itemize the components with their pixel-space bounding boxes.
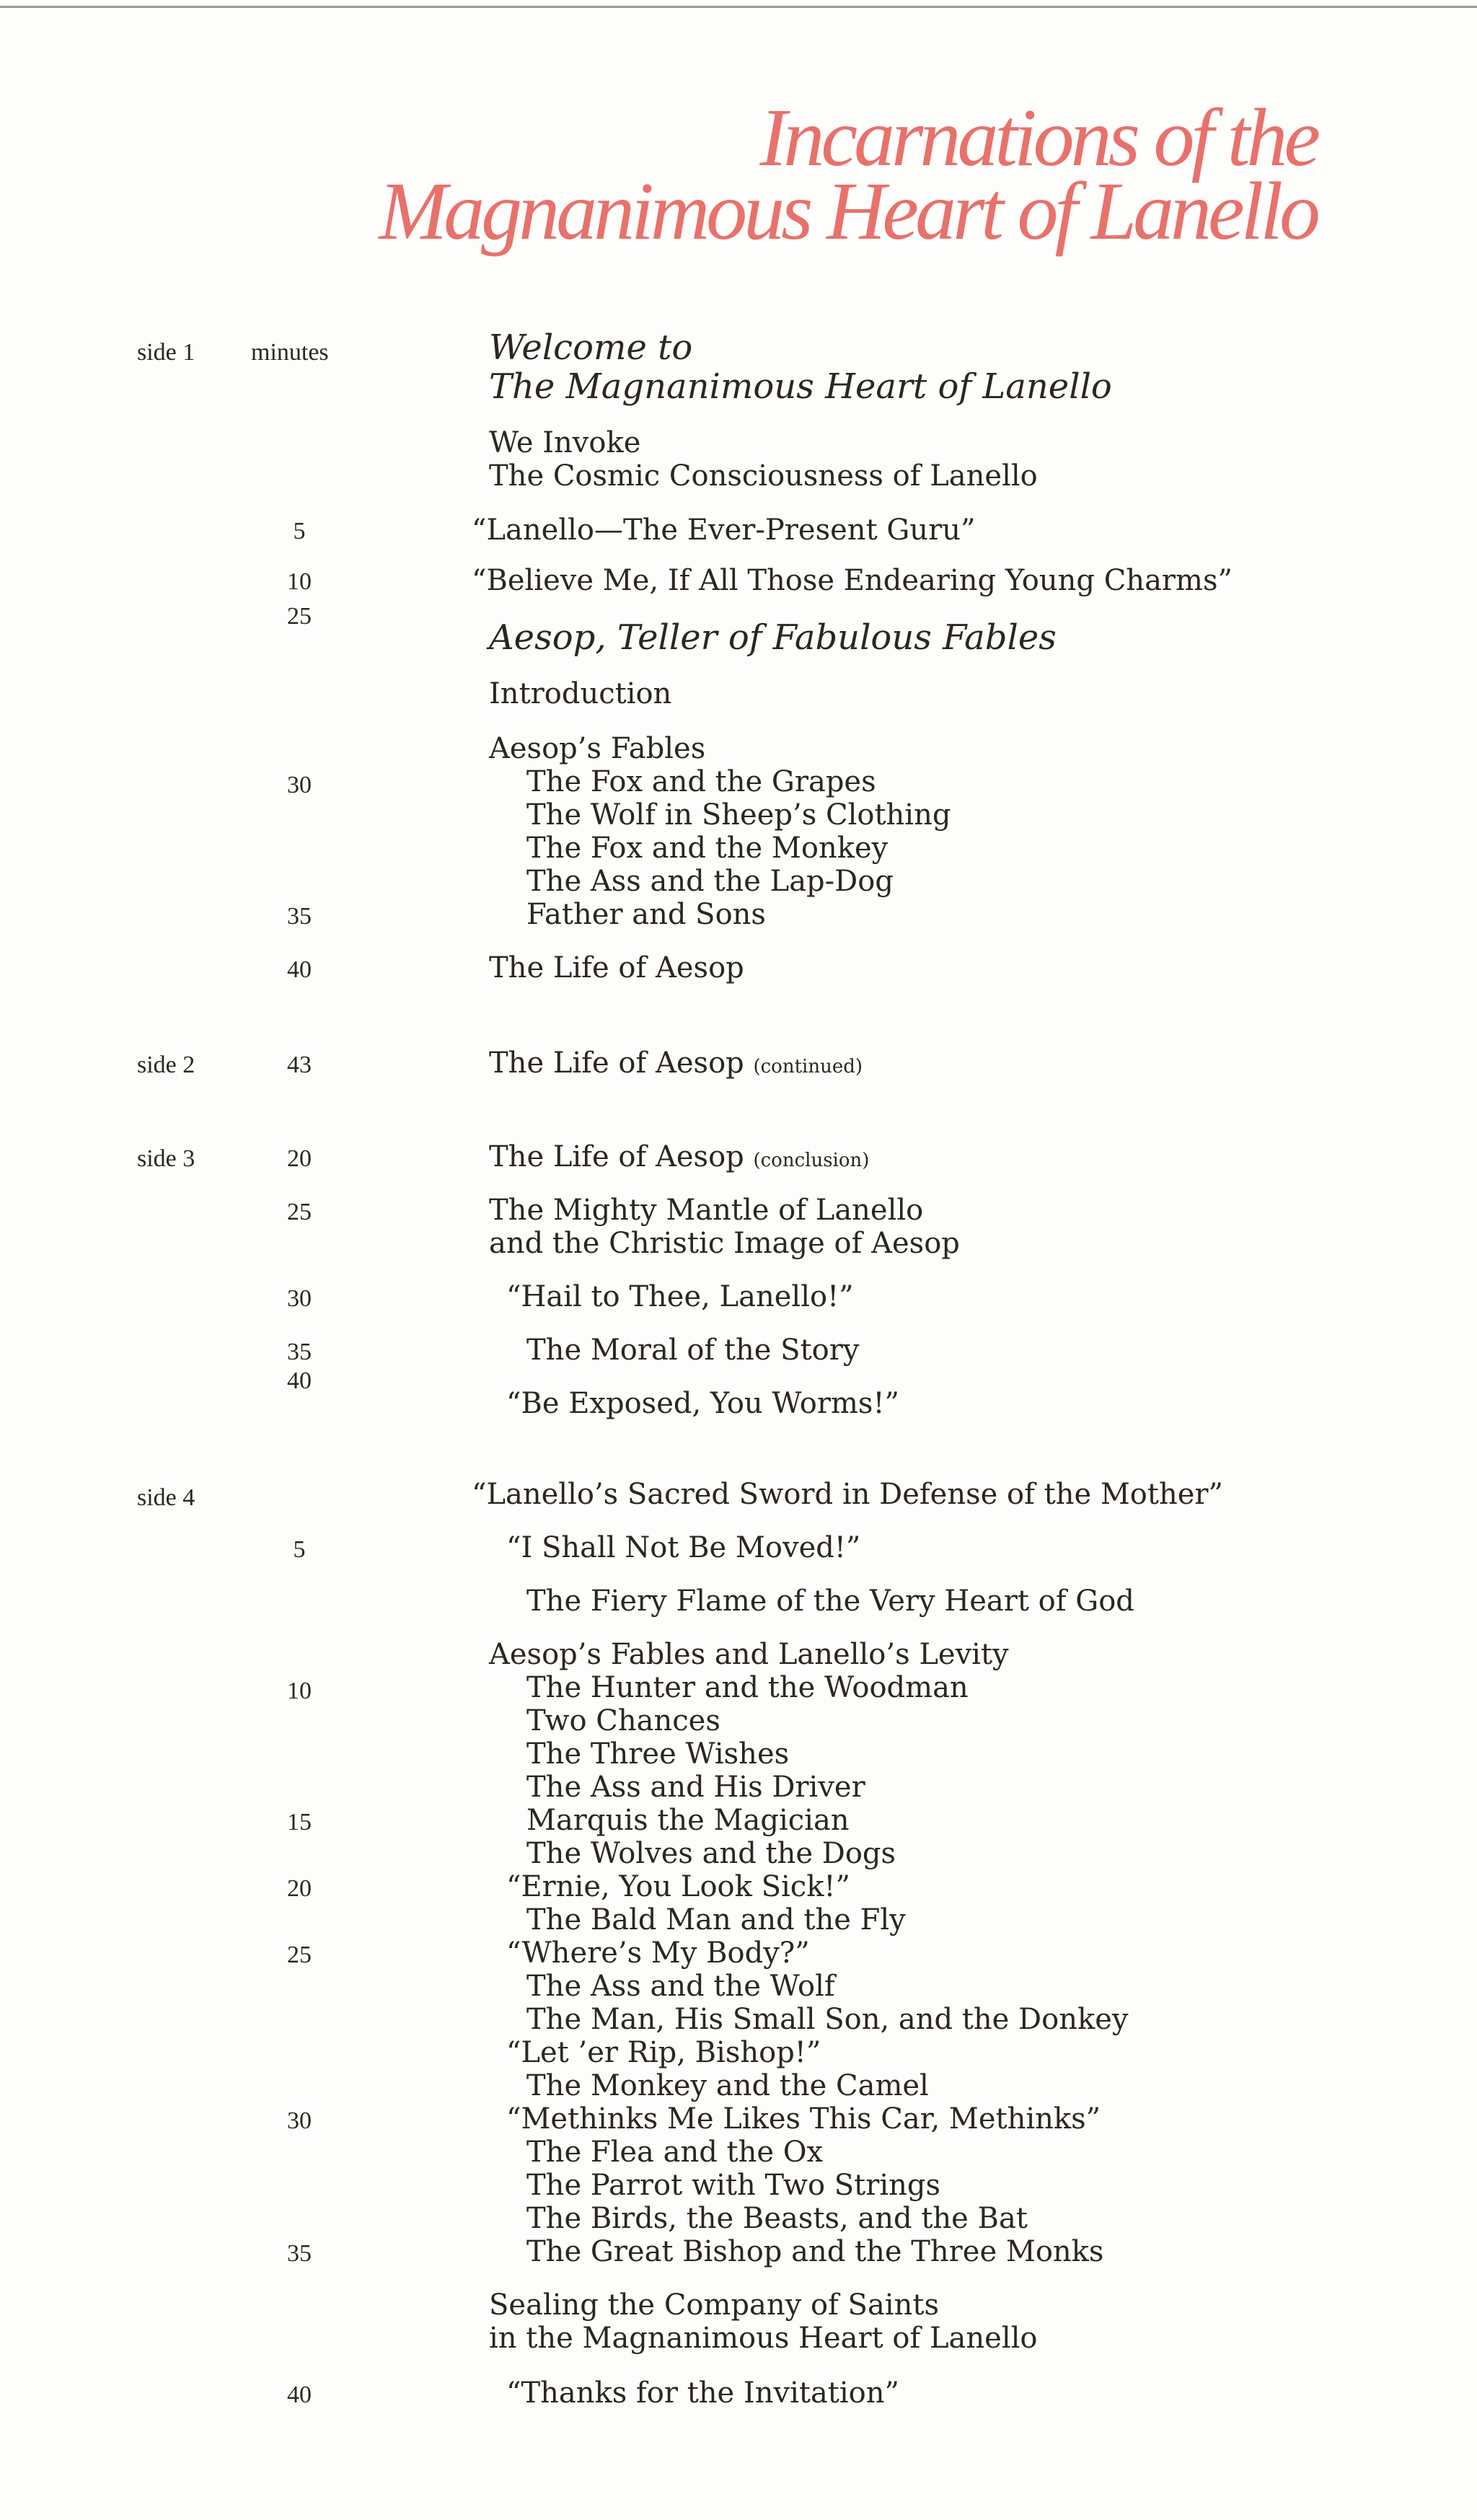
program-item: in the Magnanimous Heart of Lanello bbox=[489, 2322, 1038, 2355]
minute-marker: 25 bbox=[287, 1199, 312, 1225]
program-item: Aesop’s Fables and Lanello’s Levity bbox=[489, 1638, 1009, 1671]
section-heading: The Magnanimous Heart of Lanello bbox=[489, 366, 1112, 407]
program-item: “Hail to Thee, Lanello!” bbox=[506, 1280, 854, 1313]
program-item: Aesop’s Fables bbox=[489, 732, 706, 765]
program-item: “Lanello’s Sacred Sword in Defense of the Mother” bbox=[472, 1478, 1223, 1511]
program-item: The Life of Aesop bbox=[489, 951, 744, 984]
program-item: The Cosmic Consciousness of Lanello bbox=[489, 459, 1038, 493]
fable-item: “Where’s My Body?” bbox=[506, 1937, 810, 1970]
program-item: We Invoke bbox=[489, 426, 641, 459]
fable-item: The Fox and the Grapes bbox=[526, 765, 876, 798]
minutes-header: minutes bbox=[251, 339, 329, 366]
minute-marker: 5 bbox=[293, 1536, 306, 1563]
minute-marker: 35 bbox=[287, 1339, 312, 1365]
fable-item: “Methinks Me Likes This Car, Methinks” bbox=[506, 2102, 1101, 2136]
fable-item: The Wolves and the Dogs bbox=[526, 1837, 896, 1870]
fable-item: The Wolf in Sheep’s Clothing bbox=[526, 798, 951, 832]
program-item: “Be Exposed, You Worms!” bbox=[506, 1387, 899, 1420]
fable-item: The Monkey and the Camel bbox=[526, 2069, 929, 2102]
fable-item: The Ass and the Wolf bbox=[526, 1970, 835, 2003]
side-3-label: side 3 bbox=[137, 1145, 195, 1172]
fable-item: The Three Wishes bbox=[526, 1737, 790, 1771]
minute-marker: 35 bbox=[287, 2240, 312, 2267]
minute-marker: 20 bbox=[287, 1875, 312, 1902]
title-line-1: Incarnations of the bbox=[759, 92, 1317, 183]
minute-marker: 25 bbox=[287, 1942, 312, 1968]
minute-marker: 15 bbox=[287, 1809, 312, 1836]
fable-item: Two Chances bbox=[526, 1704, 720, 1737]
minute-marker: 10 bbox=[287, 568, 312, 595]
fable-item: The Flea and the Ox bbox=[526, 2136, 824, 2169]
minute-marker: 25 bbox=[287, 603, 312, 630]
fable-item: The Man, His Small Son, and the Donkey bbox=[526, 2003, 1129, 2036]
program-item: The Moral of the Story bbox=[526, 1334, 860, 1367]
program-item: and the Christic Image of Aesop bbox=[489, 1227, 960, 1260]
minute-marker: 40 bbox=[287, 2382, 312, 2408]
program-item: “I Shall Not Be Moved!” bbox=[506, 1531, 861, 1564]
minute-marker: 20 bbox=[287, 1145, 312, 1172]
program-item-title: The Life of Aesop bbox=[489, 1140, 744, 1173]
side-2-label: side 2 bbox=[137, 1052, 195, 1078]
fable-item: The Bald Man and the Fly bbox=[526, 1903, 906, 1937]
program-item bbox=[489, 1049, 863, 1078]
fable-item: The Ass and the Lap-Dog bbox=[526, 865, 894, 898]
minute-marker: 35 bbox=[287, 903, 312, 930]
fable-item: The Ass and His Driver bbox=[526, 1771, 865, 1804]
fable-item: Father and Sons bbox=[526, 898, 766, 931]
fable-item: “Let ’er Rip, Bishop!” bbox=[506, 2036, 821, 2069]
program-item: The Fiery Flame of the Very Heart of God bbox=[526, 1585, 1134, 1618]
fable-item: The Hunter and the Woodman bbox=[526, 1671, 969, 1704]
side-1-label: side 1 bbox=[137, 339, 195, 366]
minute-marker: 5 bbox=[293, 518, 306, 545]
conclusion-note: (conclusion) bbox=[753, 1150, 870, 1171]
minute-marker: 40 bbox=[287, 956, 312, 983]
fable-item: Marquis the Magician bbox=[526, 1804, 850, 1837]
program-item-title: The Life of Aesop bbox=[489, 1047, 744, 1080]
program-item: Introduction bbox=[489, 677, 672, 710]
fable-item: The Great Bishop and the Three Monks bbox=[526, 2235, 1104, 2268]
minute-marker: 30 bbox=[287, 772, 312, 798]
minute-marker: 30 bbox=[287, 1285, 312, 1312]
program-item: “Thanks for the Invitation” bbox=[506, 2376, 899, 2410]
program-item bbox=[489, 1142, 869, 1171]
minute-marker: 30 bbox=[287, 2107, 312, 2134]
section-heading: Welcome to bbox=[489, 327, 693, 368]
minute-marker: 10 bbox=[287, 1678, 312, 1704]
program-item: The Mighty Mantle of Lanello bbox=[489, 1194, 924, 1227]
top-rule bbox=[0, 6, 1477, 8]
minute-marker: 43 bbox=[287, 1052, 312, 1078]
fable-item: “Ernie, You Look Sick!” bbox=[506, 1870, 850, 1903]
fable-item: The Parrot with Two Strings bbox=[526, 2169, 941, 2202]
program-item: Sealing the Company of Saints bbox=[489, 2288, 939, 2322]
minute-marker: 40 bbox=[287, 1367, 312, 1394]
side-4-label: side 4 bbox=[137, 1484, 195, 1511]
program-item: “Believe Me, If All Those Endearing Young Charms” bbox=[472, 564, 1233, 597]
fable-item: The Fox and the Monkey bbox=[526, 832, 889, 865]
section-heading: Aesop, Teller of Fabulous Fables bbox=[489, 617, 1057, 658]
fable-item: The Birds, the Beasts, and the Bat bbox=[526, 2202, 1028, 2235]
program-item: “Lanello—The Ever-Present Guru” bbox=[472, 514, 976, 547]
title-line-2: Magnanimous Heart of Lanello bbox=[379, 165, 1317, 257]
continued-note: (continued) bbox=[753, 1056, 863, 1078]
